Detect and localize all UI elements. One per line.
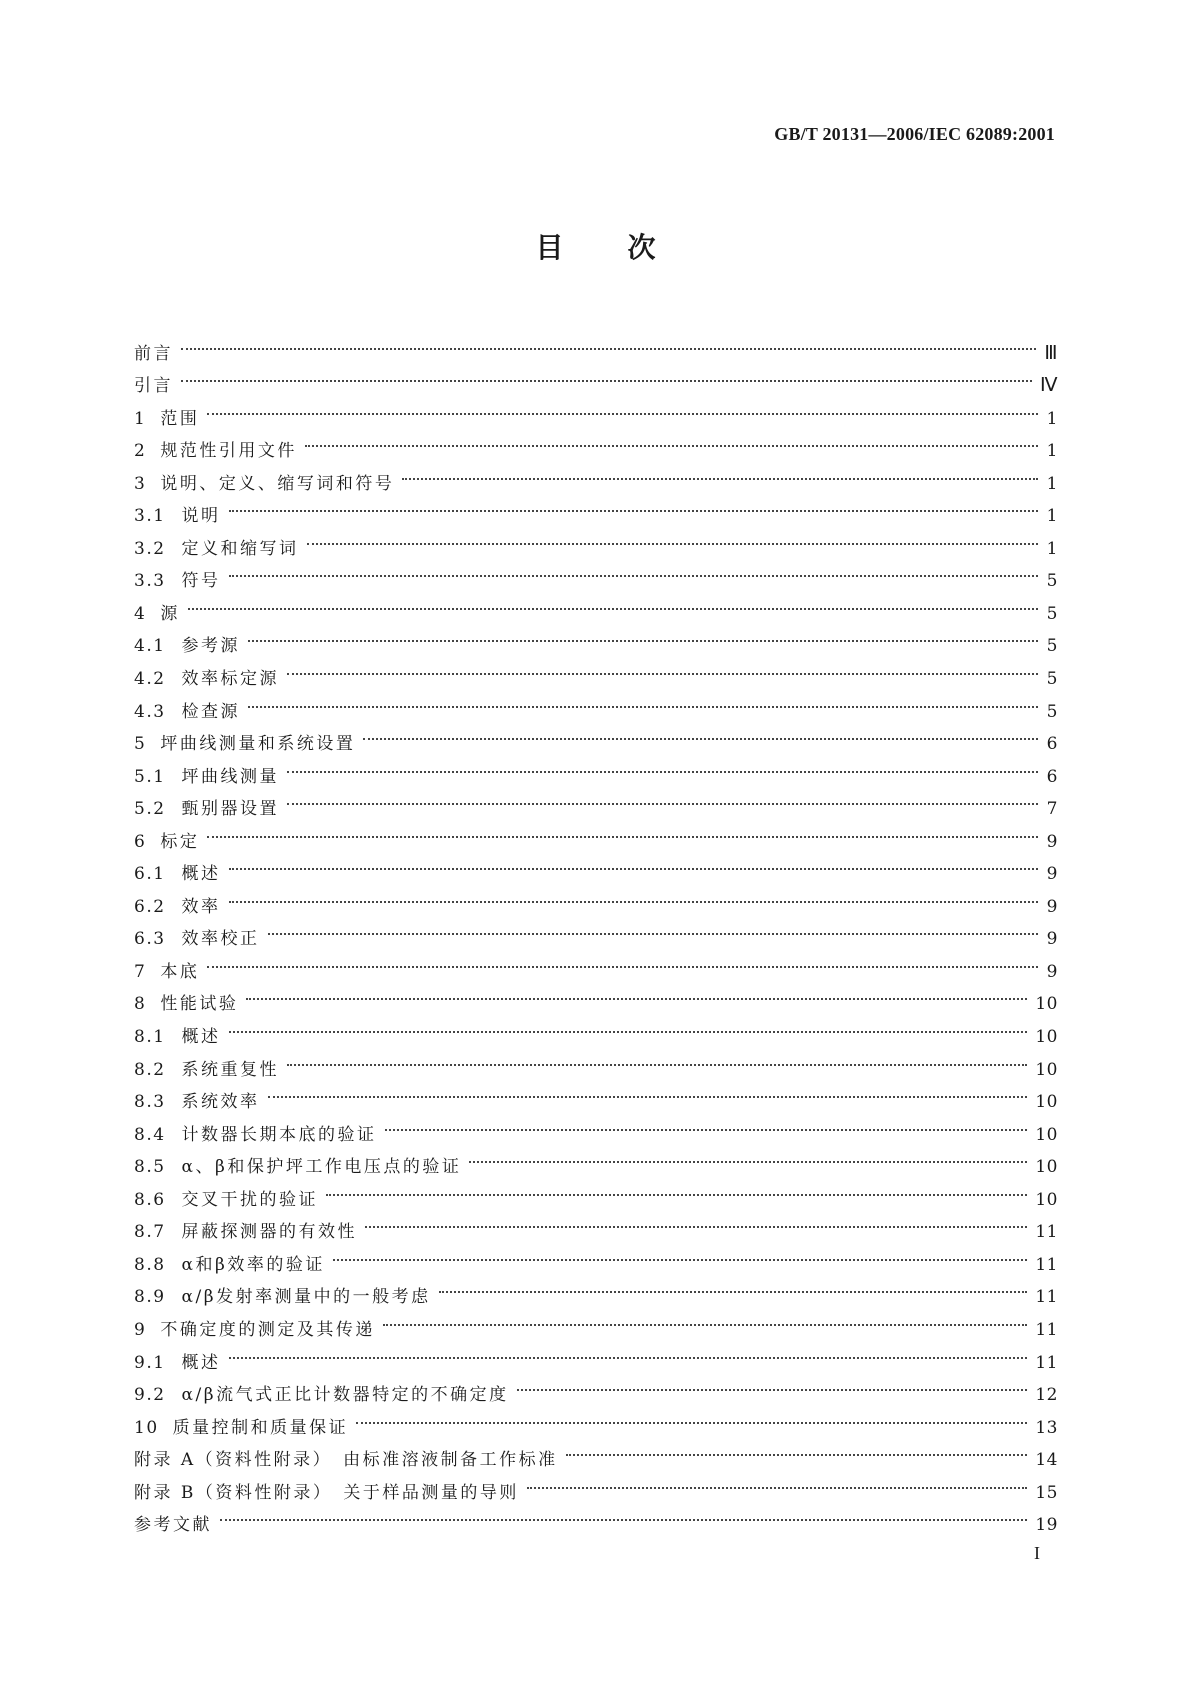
toc-entry-title: 引言: [134, 376, 173, 397]
toc-entry-number: 8: [134, 994, 147, 1015]
toc-entry-title: 性能试验: [160, 994, 239, 1015]
toc-leader-dots: [383, 1302, 1028, 1335]
toc-entry[interactable]: [134, 1368, 1058, 1406]
toc-leader-dots: [229, 554, 1038, 587]
toc-entry-number: 9: [134, 1319, 147, 1340]
toc-entry-page: 10: [1035, 1189, 1058, 1210]
toc-entry-page: 11: [1035, 1287, 1058, 1308]
toc-entry-title: 坪曲线测量: [181, 766, 280, 787]
toc-entry-page: 10: [1035, 1027, 1058, 1048]
toc-entry[interactable]: [134, 684, 1058, 722]
toc-entry-number: 4.1: [134, 636, 166, 657]
toc-entry-number: 5.1: [134, 766, 166, 787]
toc-entry-number: 3.1: [134, 506, 166, 527]
toc-entry[interactable]: [134, 814, 1058, 852]
toc-leader-dots: [287, 651, 1038, 684]
toc-entry-page: 10: [1035, 1157, 1058, 1178]
toc-entry[interactable]: [134, 521, 1058, 559]
toc-leader-dots: [305, 424, 1038, 457]
toc-entry-page: 5: [1046, 636, 1058, 657]
toc-leader-dots: [207, 944, 1038, 977]
toc-entry[interactable]: [134, 359, 1058, 397]
toc-entry-page: 5: [1046, 701, 1058, 722]
toc-entry-number: 5: [134, 734, 147, 755]
toc-entry-number: 8.8: [134, 1254, 166, 1275]
toc-entry[interactable]: [134, 1009, 1058, 1048]
toc-leader-dots: [363, 717, 1038, 750]
toc-entry-title: 效率: [181, 896, 221, 917]
toc-leader-dots: [207, 814, 1038, 847]
toc-leader-dots: [517, 1368, 1028, 1401]
toc-entry-number: 4.2: [134, 669, 166, 690]
toc-entry-title: 概述: [181, 864, 221, 885]
toc-entry-page: 10: [1035, 1092, 1058, 1113]
toc-entry-page: 1: [1046, 506, 1058, 527]
toc-entry[interactable]: [134, 586, 1058, 624]
toc-entry-title: 附录 B（资料性附录） 关于样品测量的导则: [134, 1482, 519, 1503]
toc-entry-number: 6: [134, 831, 147, 852]
toc-entry-page: 6: [1046, 766, 1058, 787]
toc-entry-page: 9: [1046, 929, 1058, 950]
toc-entry-title: 效率标定源: [181, 669, 280, 690]
toc-entry-page: 1: [1046, 441, 1058, 462]
toc-entry-number: 6.2: [134, 896, 166, 917]
toc-entry-number: 10: [134, 1417, 159, 1438]
toc-entry-page: 9: [1046, 864, 1058, 885]
toc-entry-number: 5.2: [134, 799, 166, 820]
toc-entry-title: 前言: [134, 343, 173, 364]
toc-entry-title: 源: [160, 603, 180, 624]
toc-entry-title: 坪曲线测量和系统设置: [160, 734, 356, 755]
toc-entry-number: 8.3: [134, 1092, 166, 1113]
toc-entry-page: 10: [1035, 1124, 1058, 1145]
toc-entry-page: 9: [1046, 961, 1058, 982]
toc-entry-page: 15: [1035, 1482, 1058, 1503]
toc-entry-number: 3.3: [134, 571, 166, 592]
toc-entry-page: 5: [1046, 669, 1058, 690]
toc-entry-title: 系统效率: [181, 1092, 260, 1113]
toc-entry-title: α和β效率的验证: [181, 1254, 325, 1275]
toc-entry-title: 概述: [181, 1027, 221, 1048]
toc-entry-title: 检查源: [181, 701, 241, 722]
toc-entry-title: 规范性引用文件: [160, 441, 297, 462]
toc-entry-title: 定义和缩写词: [181, 538, 299, 559]
toc-entry-number: 1: [134, 408, 147, 429]
toc-entry-page: 1: [1046, 538, 1058, 559]
toc-leader-dots: [229, 1009, 1028, 1042]
toc-entry-number: 8.1: [134, 1027, 166, 1048]
toc-leader-dots: [229, 879, 1038, 912]
toc-leader-dots: [268, 912, 1038, 945]
toc-leader-dots: [248, 684, 1038, 717]
toc-leader-dots: [402, 456, 1038, 489]
toc-leader-dots: [268, 1075, 1028, 1108]
toc-leader-dots: [229, 489, 1038, 522]
toc-entry-title: 质量控制和质量保证: [172, 1417, 349, 1438]
toc-entry-title: 系统重复性: [181, 1059, 280, 1080]
toc-leader-dots: [248, 619, 1038, 652]
toc-entry-title: 屏蔽探测器的有效性: [181, 1222, 358, 1243]
toc-leader-dots: [229, 847, 1038, 880]
toc-entry-page: 11: [1035, 1352, 1058, 1373]
toc-leader-dots: [356, 1400, 1027, 1433]
toc-entry-number: 9.2: [134, 1385, 166, 1406]
toc-entry[interactable]: [134, 619, 1058, 657]
toc-entry-page: 7: [1046, 799, 1058, 820]
toc-entry-page: 9: [1046, 896, 1058, 917]
toc-leader-dots: [287, 1042, 1027, 1075]
toc-entry-number: 2: [134, 441, 147, 462]
toc-entry-number: 8.5: [134, 1157, 166, 1178]
toc-leader-dots: [439, 1270, 1028, 1303]
toc-leader-dots: [566, 1433, 1028, 1466]
toc-entry[interactable]: [134, 1075, 1058, 1113]
toc-leader-dots: [229, 1335, 1028, 1368]
toc-entry-title: 标定: [160, 831, 200, 852]
title-char-1: 目: [535, 231, 564, 264]
toc-entry-title: α、β和保护坪工作电压点的验证: [181, 1157, 462, 1178]
standard-code-header: GB/T 20131—2006/IEC 62089:2001: [774, 124, 1055, 144]
toc-leader-dots: [181, 359, 1032, 392]
toc-entry-number: 9.1: [134, 1352, 166, 1373]
toc-entry[interactable]: [134, 651, 1058, 690]
toc-entry-page: 10: [1035, 1059, 1058, 1080]
toc-entry-number: 8.2: [134, 1059, 166, 1080]
toc-entry-page: 11: [1035, 1222, 1058, 1243]
toc-entry-page: 10: [1035, 994, 1058, 1015]
toc-leader-dots: [307, 521, 1038, 554]
toc-leader-dots: [365, 1205, 1027, 1238]
toc-entry-page: 13: [1035, 1417, 1058, 1438]
toc-entry-title: 概述: [181, 1352, 221, 1373]
toc-entry-title: 参考源: [181, 636, 241, 657]
toc-entry[interactable]: [134, 847, 1058, 885]
toc-entry-page: 12: [1035, 1385, 1058, 1406]
toc-entry-page: 9: [1046, 831, 1058, 852]
toc-entry-number: 3: [134, 473, 147, 494]
toc-leader-dots: [220, 1498, 1027, 1531]
toc-leader-dots: [527, 1465, 1027, 1498]
toc-entry-page: 11: [1035, 1319, 1058, 1340]
toc-leader-dots: [333, 1237, 1028, 1270]
page-number: I: [1034, 1543, 1040, 1563]
toc-entry-title: 说明、定义、缩写词和符号: [160, 473, 395, 494]
toc-entry[interactable]: [134, 424, 1058, 462]
toc-entry-title: 甄别器设置: [181, 799, 280, 820]
toc-entry-page: Ⅲ: [1044, 342, 1058, 364]
toc-leader-dots: [385, 1107, 1028, 1140]
toc-entry[interactable]: [134, 944, 1058, 982]
toc-entry-page: 5: [1046, 603, 1058, 624]
toc-entry[interactable]: [134, 1042, 1058, 1080]
toc-entry-page: 19: [1035, 1515, 1058, 1536]
toc-entry-number: 8.9: [134, 1287, 166, 1308]
toc-entry-page: Ⅳ: [1039, 375, 1058, 397]
table-of-contents: [134, 326, 1058, 1536]
toc-entry-title: α/β流气式正比计数器特定的不确定度: [181, 1385, 509, 1406]
toc-leader-dots: [469, 1140, 1027, 1173]
toc-entry-page: 6: [1046, 734, 1058, 755]
toc-leader-dots: [181, 326, 1036, 359]
toc-entry-number: 7: [134, 961, 147, 982]
toc-leader-dots: [287, 749, 1038, 782]
title-char-2: 次: [627, 231, 656, 264]
toc-entry-title: 计数器长期本底的验证: [181, 1124, 377, 1145]
toc-entry-page: 14: [1035, 1450, 1058, 1471]
toc-entry-title: 参考文献: [134, 1515, 212, 1536]
page-title: [0, 226, 1191, 266]
toc-leader-dots: [246, 977, 1027, 1010]
toc-entry-title: 本底: [160, 961, 200, 982]
toc-entry[interactable]: [134, 326, 1058, 364]
toc-leader-dots: [326, 1172, 1027, 1205]
toc-entry-number: 4.3: [134, 701, 166, 722]
toc-entry[interactable]: [134, 1498, 1058, 1536]
toc-entry-number: 3.2: [134, 538, 166, 559]
toc-entry-page: 1: [1046, 408, 1058, 429]
toc-entry-number: 8.7: [134, 1222, 166, 1243]
toc-entry[interactable]: [134, 391, 1058, 429]
toc-entry[interactable]: [134, 489, 1058, 527]
toc-entry-number: 6.1: [134, 864, 166, 885]
toc-entry-page: 5: [1046, 571, 1058, 592]
toc-entry[interactable]: [134, 717, 1058, 755]
toc-entry-title: 交叉干扰的验证: [181, 1189, 319, 1210]
toc-entry-page: 11: [1035, 1254, 1058, 1275]
toc-entry[interactable]: [134, 977, 1058, 1015]
toc-entry[interactable]: [134, 554, 1058, 592]
toc-leader-dots: [188, 586, 1038, 619]
toc-entry-title: 附录 A（资料性附录） 由标准溶液制备工作标准: [134, 1450, 558, 1471]
toc-leader-dots: [287, 782, 1038, 815]
toc-entry-title: 不确定度的测定及其传递: [160, 1319, 375, 1340]
toc-entry-title: 说明: [181, 506, 221, 527]
toc-entry-number: 6.3: [134, 929, 166, 950]
toc-entry-title: 范围: [160, 408, 200, 429]
toc-entry-number: 4: [134, 603, 147, 624]
toc-entry-title: 符号: [181, 571, 221, 592]
toc-entry-title: 效率校正: [181, 929, 260, 950]
toc-entry-page: 1: [1046, 473, 1058, 494]
toc-entry[interactable]: [134, 912, 1058, 950]
toc-entry-number: 8.4: [134, 1124, 166, 1145]
toc-entry-number: 8.6: [134, 1189, 166, 1210]
toc-entry[interactable]: [134, 879, 1058, 917]
toc-entry[interactable]: [134, 1107, 1058, 1145]
toc-leader-dots: [207, 391, 1038, 424]
toc-entry-title: α/β发射率测量中的一般考虑: [181, 1287, 431, 1308]
toc-entry[interactable]: [134, 1335, 1058, 1373]
